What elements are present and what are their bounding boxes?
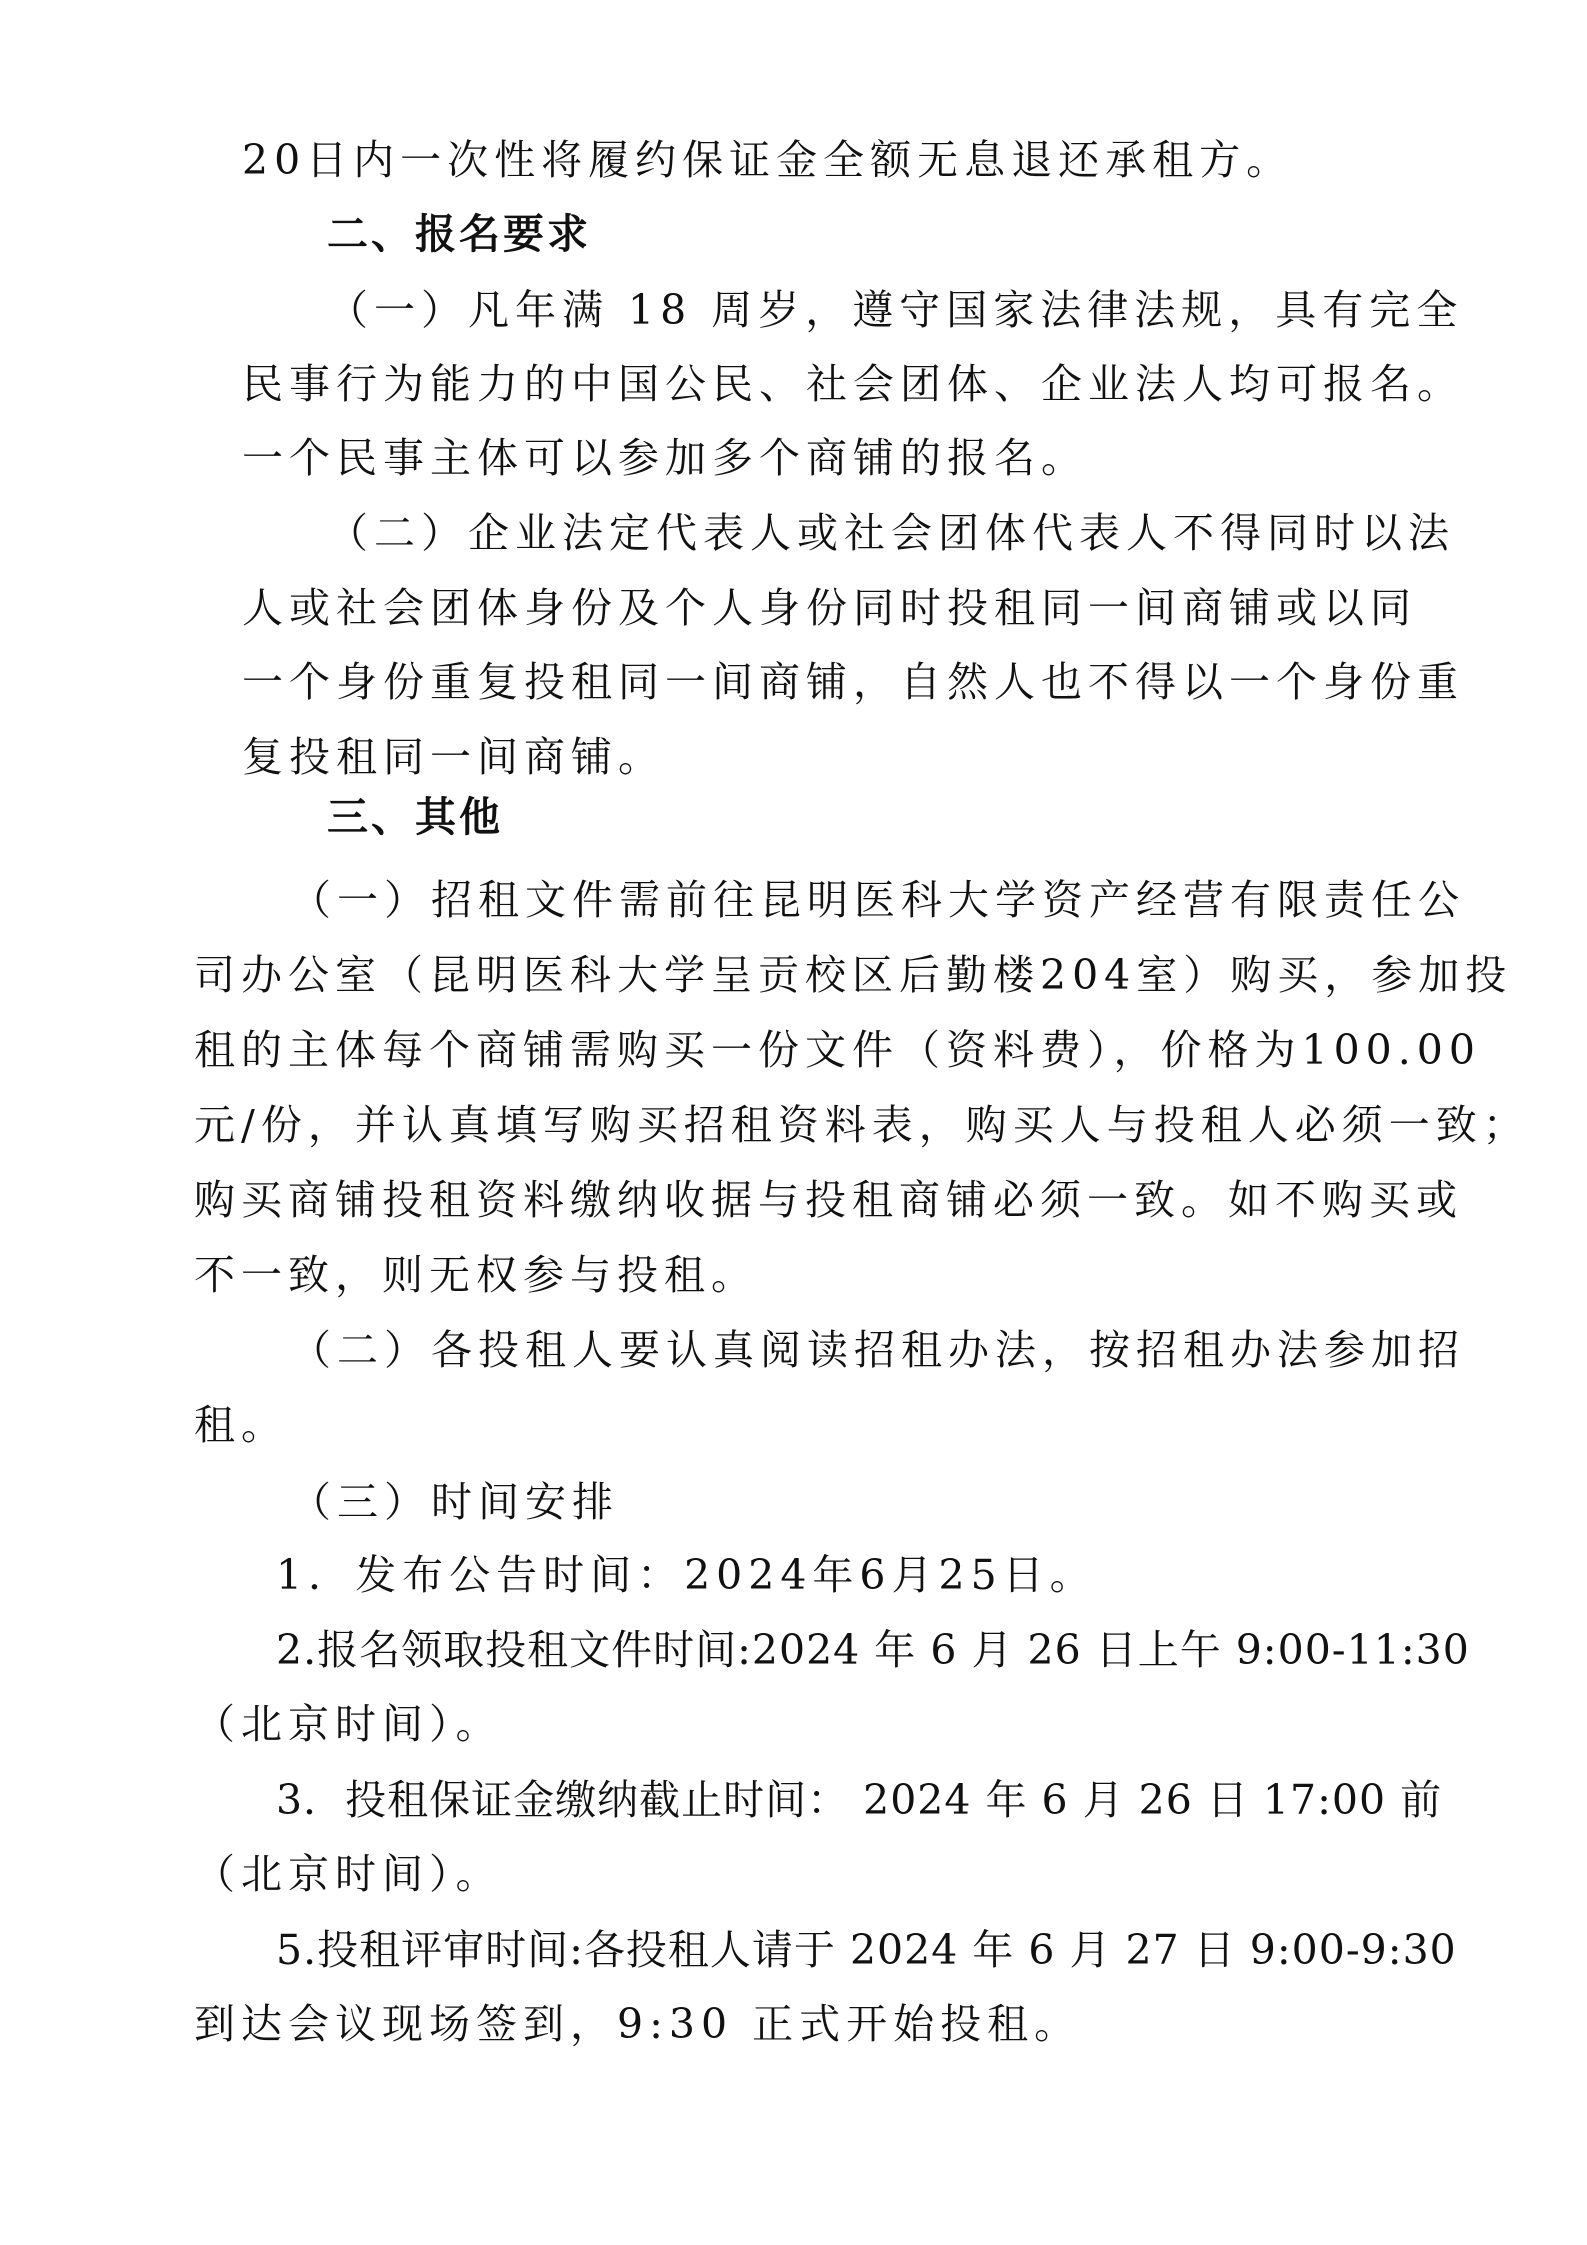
schedule-item-3a: 3．投租保证金缴纳截止时间： 2024 年 6 月 26 日 17:00 前 [276,1776,1443,1824]
body-line-other-2b: 租。 [194,1401,288,1449]
subheading-schedule: （三）时间安排 [290,1478,619,1526]
body-line-other-1b: 司办公室（昆明医科大学呈贡校区后勤楼204室）购买，参加投 [194,951,1513,999]
section-heading-other: 三、其他 [327,793,503,841]
body-line-reg-1b: 民事行为能力的中国公民、社会团体、企业法人均可报名。 [242,360,1464,408]
body-line-reg-2a: （二）企业法定代表人或社会团体代表人不得同时以法 [327,509,1455,557]
body-line-other-1d: 元/份，并认真填写购买招租资料表，购买人与投租人必须一致； [194,1101,1530,1149]
body-line-refund: 20日内一次性将履约保证金全额无息退还承租方。 [242,136,1294,184]
body-line-reg-1a: （一）凡年满 18 周岁，遵守国家法律法规，具有完全 [327,286,1464,334]
schedule-item-5b: 到达会议现场签到，9:30 正式开始投租。 [194,2000,1082,2048]
body-line-other-1c: 租的主体每个商铺需购买一份文件（资料费），价格为100.00 [194,1026,1481,1074]
schedule-item-3b: （北京时间）。 [194,1850,503,1898]
body-line-reg-2c: 一个身份重复投租同一间商铺，自然人也不得以一个身份重 [242,658,1464,706]
body-line-other-1e: 购买商铺投租资料缴纳收据与投租商铺必须一致。如不购买或 [194,1176,1463,1224]
body-line-other-1f: 不一致，则无权参与投租。 [194,1251,758,1299]
body-line-reg-1c: 一个民事主体可以参加多个商铺的报名。 [242,434,1088,482]
schedule-item-2b: （北京时间）。 [194,1700,503,1748]
section-heading-registration: 二、报名要求 [327,210,591,258]
body-line-reg-2b: 人或社会团体身份及个人身份同时投租同一间商铺或以同 [242,584,1417,632]
body-line-other-1a: （一）招租文件需前往昆明医科大学资产经营有限责任公 [290,876,1465,924]
schedule-item-1: 1．发布公告时间：2024年6月25日。 [276,1551,1097,1599]
body-line-reg-2d: 复投租同一间商铺。 [242,733,665,781]
body-line-other-2a: （二）各投租人要认真阅读招租办法，按招租办法参加招 [290,1326,1465,1374]
schedule-item-5a: 5.投租评审时间:各投租人请于 2024 年 6 月 27 日 9:00-9:30 [276,1926,1457,1974]
schedule-item-2a: 2.报名领取投租文件时间:2024 年 6 月 26 日上午 9:00-11:30 [276,1626,1470,1674]
